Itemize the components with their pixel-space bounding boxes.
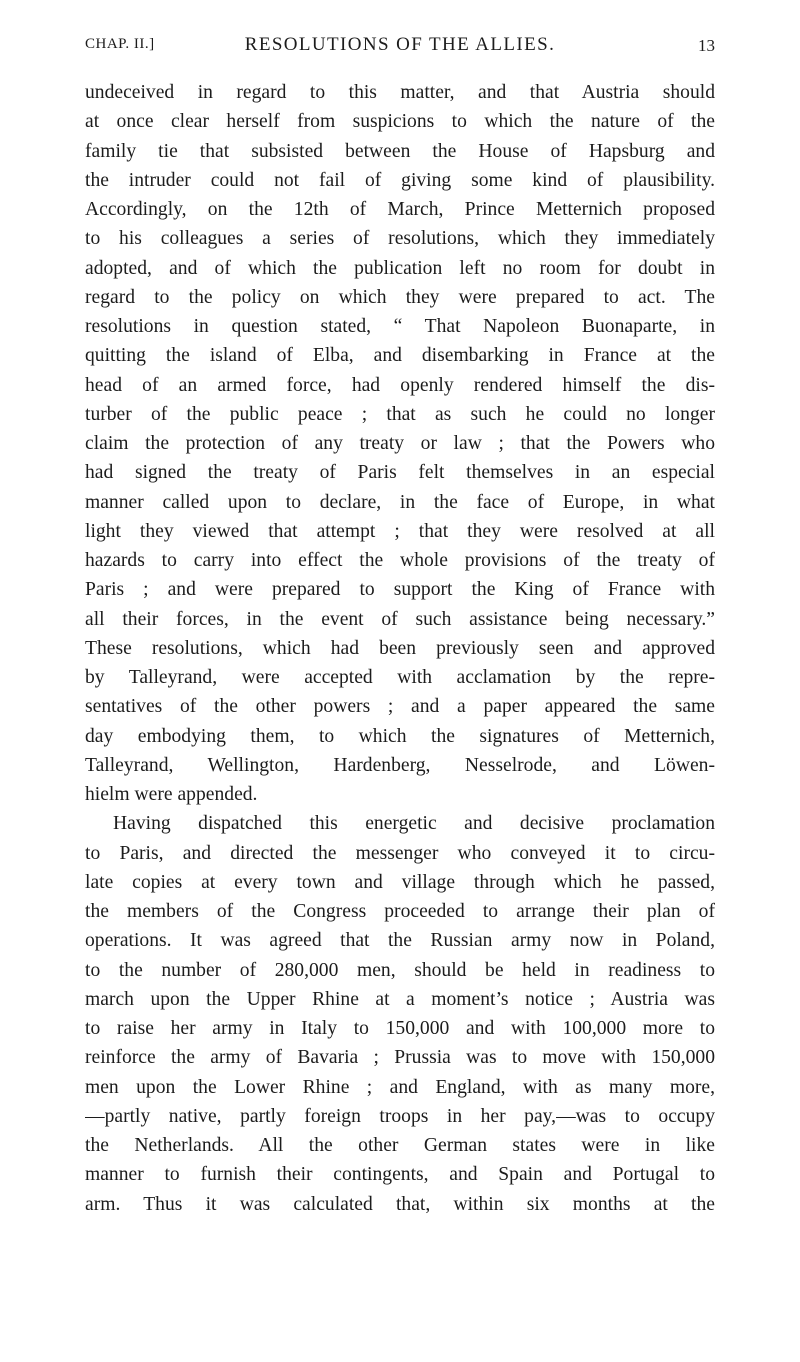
text-line: Talleyrand, Wellington, Hardenberg, Nesselrode, and Löwen- xyxy=(85,754,715,776)
text-line: regard to the policy on which they were prepared to act. The xyxy=(85,286,715,308)
text-line: to Paris, and directed the messenger who conveyed it to circu- xyxy=(85,842,715,864)
text-line: operations. It was agreed that the Russian army now in Poland, xyxy=(85,930,715,952)
text-line: manner to furnish their contingents, and Spain and Portugal to xyxy=(85,1164,715,1186)
text-line: men upon the Lower Rhine ; and England, with as many more, xyxy=(85,1076,715,1098)
text-line: turber of the public peace ; that as such he could no longer xyxy=(85,403,715,425)
text-line: the members of the Congress proceeded to arrange their plan of xyxy=(85,901,715,922)
text-line: head of an armed force, had openly rendered himself the dis- xyxy=(85,374,715,396)
text-line: had signed the treaty of Paris felt themselves in an especial xyxy=(85,462,715,484)
body-text xyxy=(85,78,715,1219)
text-line: to raise her army in Italy to 150,000 and with 100,000 more to xyxy=(85,1018,715,1039)
text-line: late copies at every town and village through which he passed, xyxy=(85,871,715,893)
text-line: —partly native, partly foreign troops in her pay,—was to occupy xyxy=(85,1105,715,1127)
text-line: light they viewed that attempt ; that they were resolved at all xyxy=(85,520,715,542)
text-line: sentatives of the other powers ; and a paper appeared the same xyxy=(85,696,715,718)
text-line: Accordingly, on the 12th of March, Prince Metternich proposed xyxy=(85,199,715,220)
text-line: resolutions in question stated, “ That Napoleon Buonaparte, in xyxy=(85,316,715,337)
text-line: all their forces, in the event of such assistance being necessary.” xyxy=(85,608,715,630)
text-line: manner called upon to declare, in the face of Europe, in what xyxy=(85,491,715,513)
paragraph-end-line: hielm were appended. xyxy=(85,784,258,805)
text-line: arm. Thus it was calculated that, within six months at the xyxy=(85,1193,715,1215)
text-line: family tie that subsisted between the House of Hapsburg and xyxy=(85,140,715,162)
page-number: 13 xyxy=(698,36,715,55)
text-line: claim the protection of any treaty or law ; that the Powers who xyxy=(85,433,715,454)
running-title: RESOLUTIONS OF THE ALLIES. xyxy=(244,34,556,55)
text-line: at once clear herself from suspicions to which the nature of the xyxy=(85,111,715,133)
text-line: by Talleyrand, were accepted with acclamation by the repre- xyxy=(85,667,715,688)
paragraph-first-line: Having dispatched this energetic and decisive proclamation xyxy=(113,813,715,835)
text-line: the intruder could not fail of giving some kind of plausibility. xyxy=(85,169,715,191)
text-line: to the number of 280,000 men, should be held in readiness to xyxy=(85,959,715,981)
text-line: quitting the island of Elba, and disembarking in France at the xyxy=(85,345,715,367)
text-line: the Netherlands. All the other German states were in like xyxy=(85,1135,715,1156)
text-line: hazards to carry into effect the whole provisions of the treaty of xyxy=(85,550,715,571)
chapter-label: CHAP. II.] xyxy=(85,36,155,52)
text-line: adopted, and of which the publication left no room for doubt in xyxy=(85,257,715,279)
text-line: to his colleagues a series of resolutions, which they immediately xyxy=(85,228,715,250)
text-line: march upon the Upper Rhine at a moment’s notice ; Austria was xyxy=(85,988,715,1010)
text-line: These resolutions, which had been previously seen and approved xyxy=(85,637,715,659)
text-line: reinforce the army of Bavaria ; Prussia was to move with 150,000 xyxy=(85,1047,715,1069)
text-line: undeceived in regard to this matter, and that Austria should xyxy=(85,82,715,103)
text-line: Paris ; and were prepared to support the King of France with xyxy=(85,579,715,601)
running-head xyxy=(85,34,715,64)
text-line: day embodying them, to which the signatures of Metternich, xyxy=(85,725,715,747)
